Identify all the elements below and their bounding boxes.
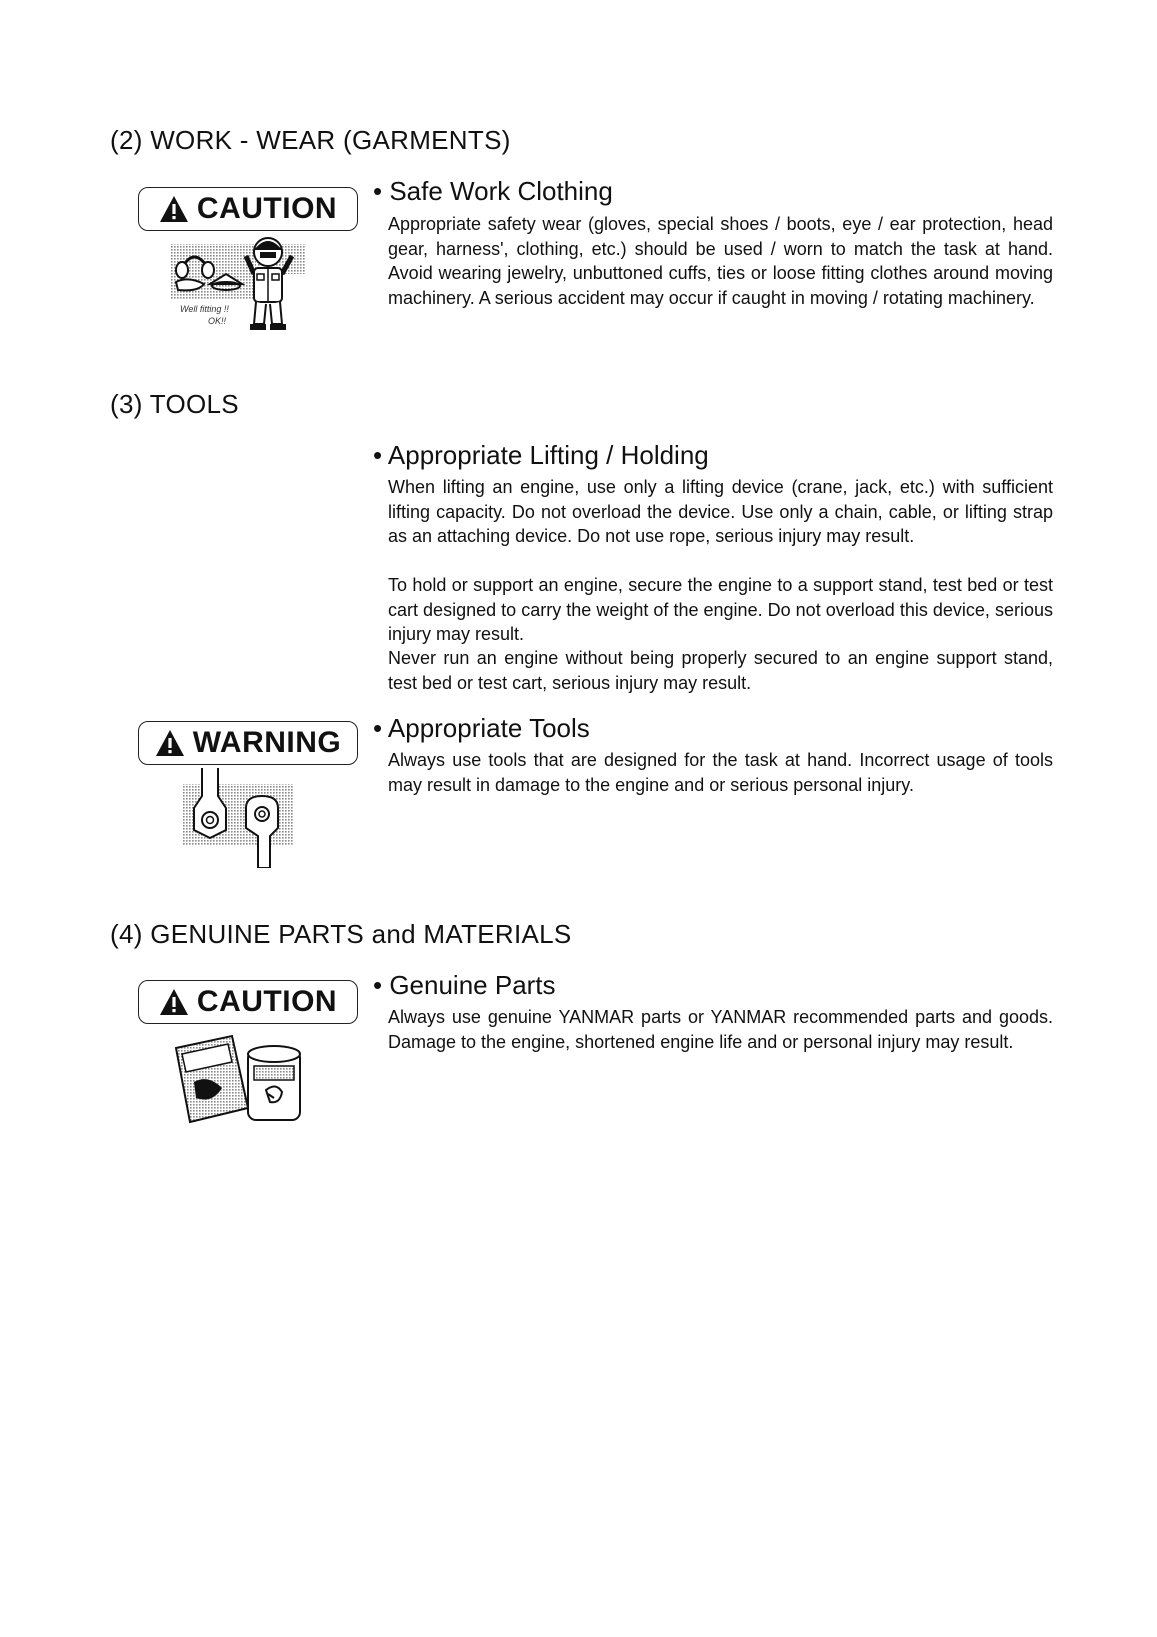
paragraph-genuine-parts: Always use genuine YANMAR parts or YANMAR recommended parts and goods. Damage to the engine, shortened engine life and or personal injury may result. bbox=[388, 1007, 1053, 1052]
paragraph-lifting-2: To hold or support an engine, secure the engine to a support stand, test bed or test cart designed to carry the weight of the engine. Do not overload this device, serious injury may result. bbox=[388, 575, 1053, 644]
section-heading-tools: (3) TOOLS bbox=[110, 389, 239, 419]
topic-lifting-holding: • Appropriate Lifting / Holding bbox=[373, 440, 709, 470]
paragraph-safe-work-clothing: Appropriate safety wear (gloves, special shoes / boots, eye / ear protection, head gear, harness', clothing, etc.) should be used / worn to match the task at hand. Avoid wearing jewelry, unbuttoned cuffs, ties or loose fitting clothes around moving machinery. A serious accident may occur if caught in moving / rotating machinery. bbox=[388, 214, 1053, 308]
warning-triangle-icon bbox=[155, 729, 185, 757]
topic-genuine-parts: • Genuine Parts bbox=[373, 970, 556, 1000]
section-heading-genuine-parts: (4) GENUINE PARTS and MATERIALS bbox=[110, 919, 572, 949]
paragraph-lifting-3: Never run an engine without being properly secured to an engine support stand, test bed or test cart, serious injury may result. bbox=[388, 648, 1053, 693]
caution-label bbox=[138, 187, 358, 231]
warning-label-text: WARNING bbox=[192, 726, 342, 759]
caution-label-text: CAUTION bbox=[196, 985, 338, 1018]
section-heading-work-wear: (2) WORK - WEAR (GARMENTS) bbox=[110, 125, 511, 155]
paragraph-appropriate-tools: Always use tools that are designed for the task at hand. Incorrect usage of tools may result in damage to the engine and or serious personal injury. bbox=[388, 750, 1053, 795]
topic-appropriate-tools: • Appropriate Tools bbox=[373, 713, 590, 743]
warning-triangle-icon bbox=[159, 195, 189, 223]
caution-label-text: CAUTION bbox=[196, 192, 338, 225]
wrench-illustration bbox=[180, 768, 300, 868]
caution-label bbox=[138, 980, 358, 1024]
worker-clothing-illustration bbox=[168, 234, 328, 334]
illustration-caption-1: Well fitting !! bbox=[180, 304, 229, 314]
warning-label bbox=[138, 721, 358, 765]
topic-safe-work-clothing: • Safe Work Clothing bbox=[373, 176, 613, 206]
warning-triangle-icon bbox=[159, 988, 189, 1016]
illustration-caption-2: OK!! bbox=[208, 316, 227, 326]
paragraph-lifting-1: When lifting an engine, use only a lifting device (crane, jack, etc.) with sufficient lifting capacity. Do not overload the device. Use only a chain, cable, or lifting strap as an attaching device. Do not use rope, serious injury may result. bbox=[388, 477, 1053, 546]
genuine-parts-illustration bbox=[172, 1032, 312, 1127]
